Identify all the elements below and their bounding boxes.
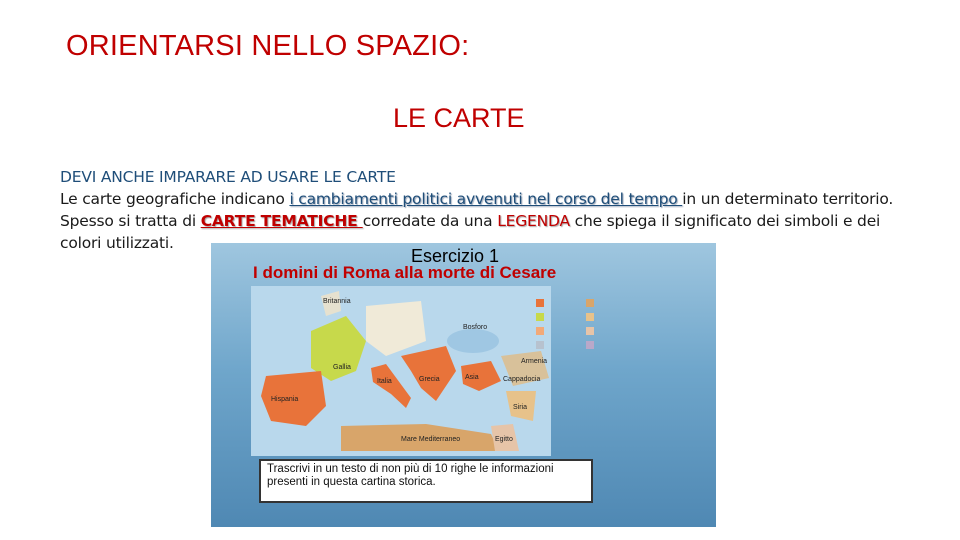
thematic-maps-link[interactable]: CARTE TEMATICHE: [200, 212, 363, 230]
political-changes-link[interactable]: i cambiamenti politici avvenuti nel corso del tempo: [289, 190, 683, 208]
exercise-task-box: Trascrivi in un testo di non più di 10 righe le informazioni presenti in questa cartina storica.: [259, 459, 593, 503]
line1-end: in un determinato territorio.: [682, 190, 894, 208]
map-label-cappadocia: Cappadocia: [503, 376, 541, 383]
map-label-italia: Italia: [377, 378, 392, 385]
legend-swatch: [586, 313, 594, 321]
legend-swatch: [586, 341, 594, 349]
legend-swatch: [536, 341, 544, 349]
map-label-hispania: Hispania: [271, 396, 299, 403]
intro-line: DEVI ANCHE IMPARARE AD USARE LE CARTE: [60, 168, 396, 186]
map-label-gallia: Gallia: [333, 364, 351, 371]
legend-swatch: [586, 299, 594, 307]
line2-end: che spiega il significato dei simboli e dei colori utilizzati.: [60, 212, 881, 252]
map-legend: [536, 297, 716, 377]
map-panel: [251, 286, 551, 456]
map-label-egitto: Egitto: [495, 436, 513, 443]
legend-swatch: [536, 313, 544, 321]
line2-mid: corredate da una: [362, 212, 498, 230]
legend-item: [586, 339, 676, 357]
exercise-image: [211, 243, 716, 527]
map-label-mediterraneo: Mare Mediterraneo: [401, 436, 461, 443]
map-label-bosforo: Bosforo: [463, 324, 488, 331]
legend-swatch: [536, 327, 544, 335]
exercise-title: Esercizio 1: [411, 246, 500, 266]
map-label-britannia: Britannia: [323, 298, 351, 305]
line1-text: Le carte geografiche indicano: [60, 190, 290, 208]
legend-term: LEGENDA: [497, 212, 570, 230]
body-text: [60, 166, 920, 254]
page-subtitle: LE CARTE: [393, 103, 525, 133]
line2-text: Spesso si tratta di: [60, 212, 201, 230]
map-label-grecia: Grecia: [419, 376, 440, 383]
legend-swatch: [586, 327, 594, 335]
map-title: I domini di Roma alla morte di Cesare: [253, 263, 557, 282]
map-label-asia: Asia: [465, 374, 479, 381]
legend-swatch: [536, 299, 544, 307]
roman-map-drawing: [251, 286, 551, 456]
page-title: ORIENTARSI NELLO SPAZIO:: [66, 30, 470, 62]
map-label-armenia: Armenia: [521, 358, 548, 365]
map-label-siria: Siria: [513, 404, 528, 411]
